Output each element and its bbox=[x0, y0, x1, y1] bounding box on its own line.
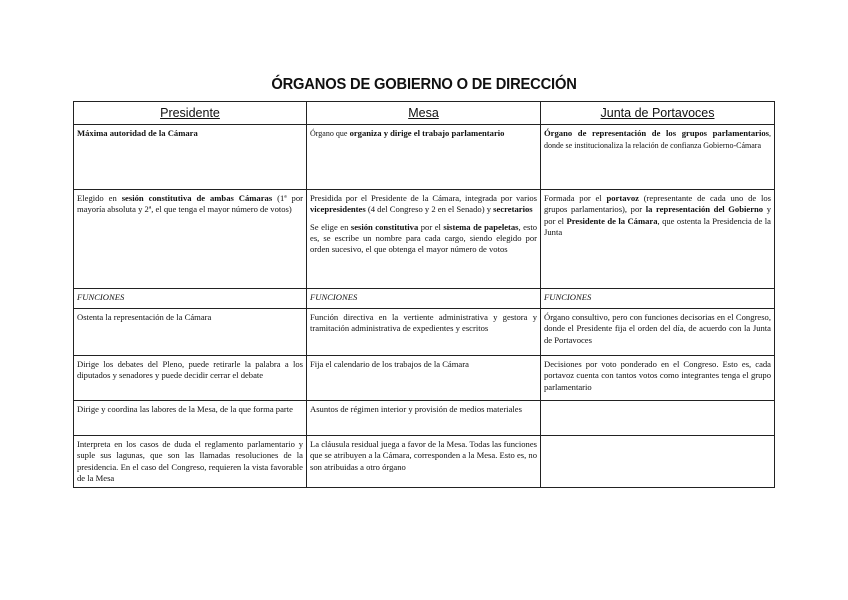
table-cell: Asuntos de régimen interior y provisión de medios materiales bbox=[307, 401, 541, 436]
header-presidente: Presidente bbox=[74, 102, 307, 125]
header-junta: Junta de Portavoces bbox=[541, 102, 775, 125]
table-cell: Ostenta la representación de la Cámara bbox=[74, 309, 307, 356]
table-cell: Órgano consultivo, pero con funciones decisorias en el Congreso, donde el Presidente fija el orden del día, de acuerdo con la Junta de Portavoces bbox=[541, 309, 775, 356]
desc-mesa: Presidida por el Presidente de la Cámara, integrada por varios vicepresidentes (4 del Congreso y 2 en el Senado) y secretarios Se elige en sesión constitutiva por el sistema de papeletas, esto es, se escribe un nombre para cada cargo, siendo elegido por orden sucesivo, el que obtenga el mayor número de votos bbox=[307, 190, 541, 289]
funciones-label: FUNCIONES bbox=[74, 289, 307, 309]
table-cell: Dirige los debates del Pleno, puede retirarle la palabra a los diputados y senadores y puede decidir cerrar el debate bbox=[74, 356, 307, 401]
header-mesa: Mesa bbox=[307, 102, 541, 125]
funciones-label: FUNCIONES bbox=[307, 289, 541, 309]
header-row bbox=[74, 102, 775, 125]
table-cell bbox=[541, 401, 775, 436]
table-row bbox=[74, 309, 775, 356]
summary-row bbox=[74, 125, 775, 190]
desc-junta: Formada por el portavoz (representante de cada uno de los grupos parlamentarios), por la representación del Gobierno y por el Presidente de la Cámara, que ostenta la Presidencia de la Junta bbox=[541, 190, 775, 289]
table-row bbox=[74, 401, 775, 436]
summary-junta: Órgano de representación de los grupos parlamentarios, donde se institucionaliza la relación de confianza Gobierno-Cámara bbox=[541, 125, 775, 190]
organos-table bbox=[73, 101, 775, 488]
funciones-row bbox=[74, 289, 775, 309]
table-cell: Decisiones por voto ponderado en el Congreso. Esto es, cada portavoz cuenta con tantos votos como integrantes tenga el grupo parlamentario bbox=[541, 356, 775, 401]
summary-mesa: Órgano que organiza y dirige el trabajo parlamentario bbox=[307, 125, 541, 190]
table-cell: Dirige y coordina las labores de la Mesa, de la que forma parte bbox=[74, 401, 307, 436]
page-title: ÓRGANOS DE GOBIERNO O DE DIRECCIÓN bbox=[271, 76, 577, 93]
table-cell: Función directiva en la vertiente administrativa y gestora y tramitación administrativa de expedientes y escritos bbox=[307, 309, 541, 356]
table-cell bbox=[541, 436, 775, 488]
description-row bbox=[74, 190, 775, 289]
funciones-label: FUNCIONES bbox=[541, 289, 775, 309]
desc-presidente: Elegido en sesión constitutiva de ambas Cámaras (1ª por mayoría absoluta y 2ª, el que tenga el mayor número de votos) bbox=[74, 190, 307, 289]
table-row bbox=[74, 436, 775, 488]
table-cell: La cláusula residual juega a favor de la Mesa. Todas las funciones que se atribuyen a la Cámara, corresponden a la Mesa. Esto es, no son atribuidas a otro órgano bbox=[307, 436, 541, 488]
table-cell: Interpreta en los casos de duda el reglamento parlamentario y suple sus lagunas, que son las llamadas resoluciones de la presidencia. En el caso del Congreso, requieren la vista favorable de la Mesa bbox=[74, 436, 307, 488]
table-row bbox=[74, 356, 775, 401]
table-cell: Fija el calendario de los trabajos de la Cámara bbox=[307, 356, 541, 401]
summary-presidente: Máxima autoridad de la Cámara bbox=[74, 125, 307, 190]
